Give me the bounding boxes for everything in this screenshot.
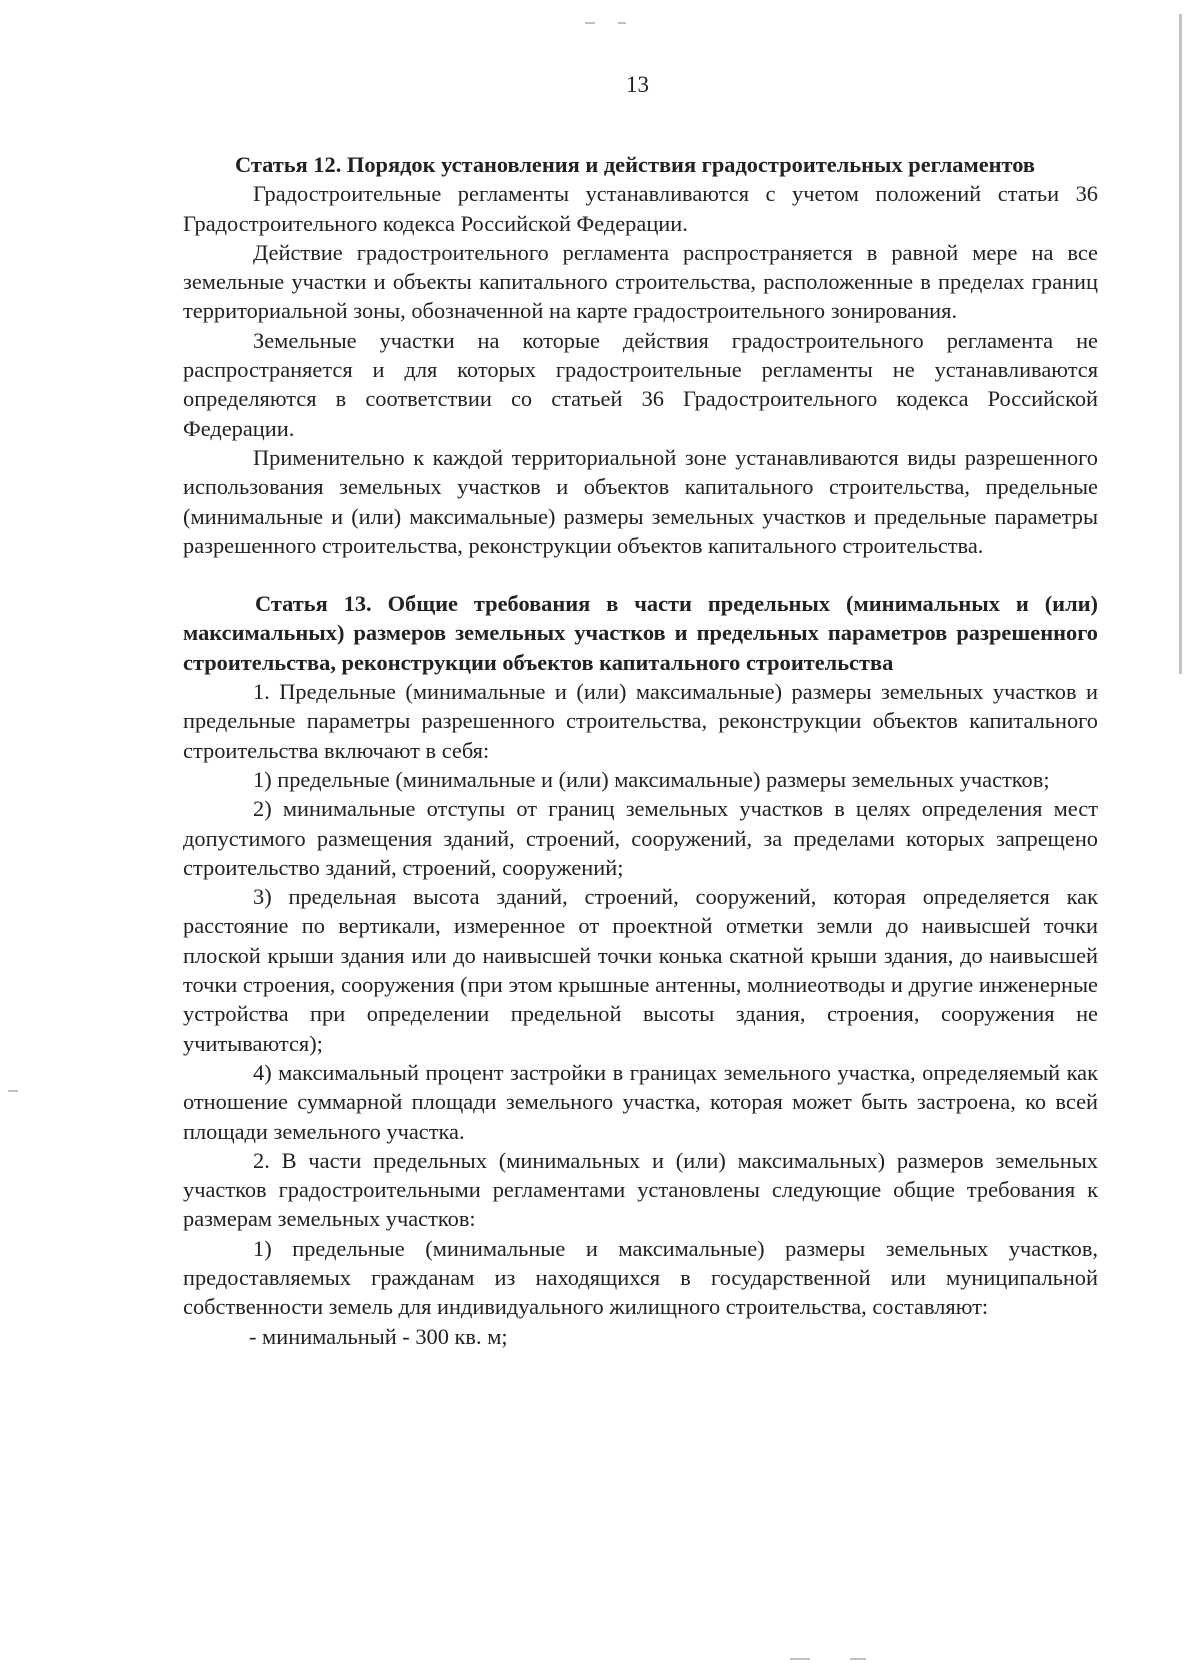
article-13-paragraph: 2. В части предельных (минимальных и (или) максимальных) размеров земельных участков градостроительными регламентами установлены следующие общие требования к размерам земельных участков: bbox=[183, 1147, 1098, 1232]
article-12-paragraph: Градостроительные регламенты устанавливаются с учетом положений статьи 36 Градостроительного кодекса Российской Федерации. bbox=[183, 181, 1098, 236]
scan-edge-line bbox=[1179, 14, 1182, 674]
article-12-paragraph: Действие градостроительного регламента распространяется в равной мере на все земельные участки и объекты капитального строительства, расположенные в пределах границ территориальной зоны, обозначенной на карте градостроительного зонирования. bbox=[183, 239, 1098, 324]
article-13-list-item: 4) максимальный процент застройки в границах земельного участка, определяемый как отношение суммарной площади земельного участка, которая может быть застроена, ко всей площади земельного участка. bbox=[183, 1059, 1098, 1144]
article-13-title: Статья 13. Общие требования в части предельных (минимальных и (или) максимальных) размеров земельных участков и предельных параметров разрешенного строительства, реконструкции объектов капитального строительства bbox=[183, 591, 1098, 675]
document-body bbox=[183, 150, 1098, 1351]
article-13-dash-item: - минимальный - 300 кв. м; bbox=[249, 1323, 508, 1349]
scan-speck bbox=[585, 22, 595, 24]
section-gap bbox=[183, 560, 1098, 589]
article-13-paragraph: 1. Предельные (минимальные и (или) максимальные) размеры земельных участков и предельные параметры разрешенного строительства, реконструкции объектов капитального строительства включают в себя: bbox=[183, 679, 1098, 763]
scan-speck bbox=[618, 22, 626, 24]
article-13-list-item: 1) предельные (минимальные и максимальные) размеры земельных участков, предоставляемых гражданам из находящихся в государственной или муниципальной собственности земель для индивидуального жилищного строительства, составляют: bbox=[183, 1235, 1098, 1320]
article-12-paragraph: Земельные участки на которые действия градостроительного регламента не распространяется и для которых градостроительные регламенты не устанавливаются определяются в соответствии со статьей 36 Градостроительного кодекса Российской Федерации. bbox=[183, 327, 1098, 441]
article-13-list-item: 2) минимальные отступы от границ земельных участков в целях определения мест допустимого размещения зданий, строений, сооружений, за пределами которых запрещено строительство зданий, строений, сооружений; bbox=[183, 796, 1098, 880]
scan-speck bbox=[8, 1090, 18, 1092]
scan-speck bbox=[850, 1658, 866, 1660]
article-13-list-item: 3) предельная высота зданий, строений, сооружений, которая определяется как расстояние по вертикали, измеренное от проектной отметки земли до наивысшей точки плоской крыши здания или до наивысшей точки конька скатной крыши здания, до наивысшей точки строения, сооружения (при этом крышные антенны, молниеотводы и другие инженерные устройства при определении предельной высоты здания, строения, сооружения не учитываются); bbox=[183, 884, 1098, 1056]
article-12-title: Статья 12. Порядок установления и действия градостроительных регламентов bbox=[235, 152, 1035, 177]
article-12-paragraph: Применительно к каждой территориальной зоне устанавливаются виды разрешенного использования земельных участков и объектов капитального строительства, предельные (минимальные и (или) максимальные) размеры земельных участков и предельные параметры разрешенного строительства, реконструкции объектов капитального строительства. bbox=[183, 444, 1098, 558]
page-number: 13 bbox=[626, 72, 649, 97]
scan-speck bbox=[790, 1658, 810, 1660]
article-13-list-item: 1) предельные (минимальные и (или) максимальные) размеры земельных участков; bbox=[253, 766, 1050, 792]
